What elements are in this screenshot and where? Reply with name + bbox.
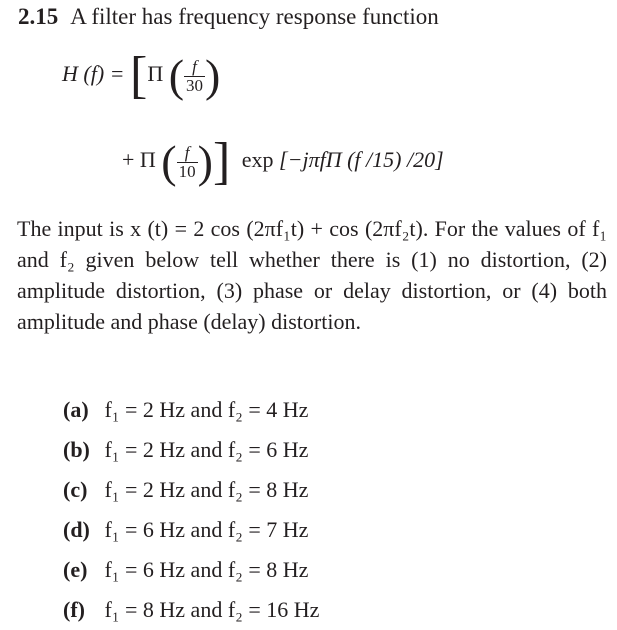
part-text: f₁ = 2 Hz and f₂ = 6 Hz [104, 437, 309, 462]
paren-open-1: ( [168, 50, 185, 101]
part-label: (d) [63, 517, 90, 542]
fraction-denominator-2: 10 [178, 161, 196, 181]
part-item [63, 510, 319, 550]
part-item [63, 470, 319, 510]
exp-label: exp [241, 147, 274, 173]
equation-lhs: H (f) = [62, 61, 125, 87]
fraction-f-over-10 [177, 144, 198, 181]
fraction-numerator-1: f [184, 58, 205, 77]
exp-argument: [−jπfΠ (f /15) /20] [279, 147, 444, 173]
paren-close-2: ) [197, 136, 213, 187]
part-text: f₁ = 2 Hz and f₂ = 8 Hz [104, 477, 309, 502]
problem-body-text: The input is x (t) = 2 cos (2πf₁t) + cos (2πf₂t). For the values of f₁ and f₂ given below tell whether there is (1) no distortion, (2) amplitude distortion, (3) phase or delay distortion, or (4) both amplitude and phase (delay) distortion. [17, 216, 607, 334]
paren-open-2: ( [161, 136, 177, 187]
problem-body [17, 213, 607, 337]
fraction-denominator-1: 30 [186, 75, 204, 95]
problem-header [18, 4, 439, 30]
equation-line-2 [122, 133, 444, 190]
part-text: f₁ = 6 Hz and f₂ = 7 Hz [104, 517, 309, 542]
plus-pi: + Π [122, 147, 156, 173]
part-label: (c) [63, 477, 88, 502]
parts-list [63, 390, 319, 630]
problem-number: 2.15 [18, 4, 59, 29]
part-item [63, 550, 319, 590]
part-text: f₁ = 8 Hz and f₂ = 16 Hz [104, 597, 320, 622]
part-item [63, 390, 319, 430]
paren-close-1: ) [205, 50, 221, 101]
part-label: (e) [63, 557, 88, 582]
part-label: (b) [63, 437, 90, 462]
part-text: f₁ = 2 Hz and f₂ = 4 Hz [104, 397, 309, 422]
part-item [63, 430, 319, 470]
bracket-close: ] [212, 133, 231, 190]
pi-symbol-1: Π [147, 61, 164, 87]
part-text: f₁ = 6 Hz and f₂ = 8 Hz [104, 557, 309, 582]
fraction-numerator-2: f [177, 144, 198, 163]
part-label: (f) [63, 597, 85, 622]
fraction-f-over-30 [184, 58, 205, 95]
bracket-open: [ [130, 47, 148, 104]
part-item [63, 590, 319, 630]
equation-line-1 [62, 47, 221, 104]
problem-intro: A filter has frequency response function [70, 4, 439, 29]
part-label: (a) [63, 397, 89, 422]
